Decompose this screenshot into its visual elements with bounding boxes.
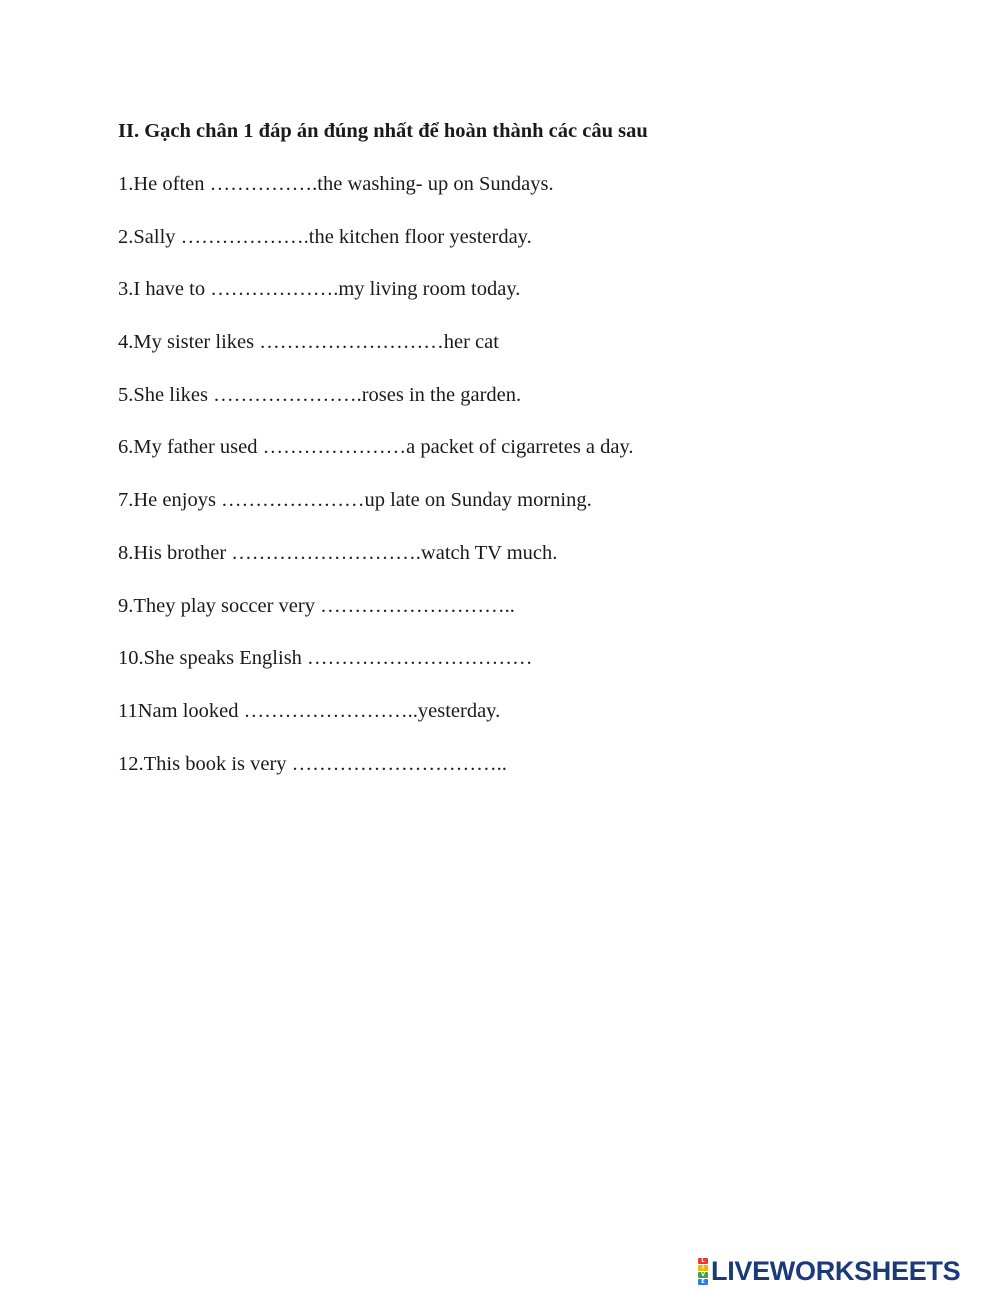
logo-block-l: L bbox=[698, 1258, 708, 1264]
section-title: II. Gạch chân 1 đáp án đúng nhất để hoàn thành các câu sau bbox=[118, 120, 648, 142]
question-item: 8.His brother ……………………….watch TV much. bbox=[118, 541, 558, 564]
question-list bbox=[118, 170, 634, 802]
question-item: 11Nam looked ……………………..yesterday. bbox=[118, 699, 501, 722]
logo-text: LIVEWORKSHEETS bbox=[711, 1256, 961, 1286]
question-item: 10.She speaks English …………………………… bbox=[118, 647, 533, 670]
logo-block-e: E bbox=[698, 1279, 708, 1285]
question-item: 5.She likes ………………….roses in the garden. bbox=[118, 383, 522, 406]
logo-blocks-icon bbox=[698, 1258, 708, 1285]
question-item: 1.He often …………….the washing- up on Sundays. bbox=[118, 173, 554, 195]
question-item: 3.I have to ……………….my living room today. bbox=[118, 278, 521, 301]
liveworksheets-logo bbox=[698, 1255, 960, 1287]
question-item: 6.My father used …………………a packet of cigarretes a day. bbox=[118, 436, 634, 459]
question-item: 7.He enjoys …………………up late on Sunday morning. bbox=[118, 489, 592, 512]
question-item: 2.Sally ……………….the kitchen floor yesterday. bbox=[118, 225, 532, 248]
logo-block-v: V bbox=[698, 1272, 708, 1278]
question-item: 4.My sister likes ………………………her cat bbox=[118, 331, 499, 354]
question-item: 12.This book is very ………………………….. bbox=[118, 752, 507, 775]
question-item: 9.They play soccer very ……………………….. bbox=[118, 594, 515, 617]
logo-block-i: I bbox=[698, 1265, 708, 1271]
